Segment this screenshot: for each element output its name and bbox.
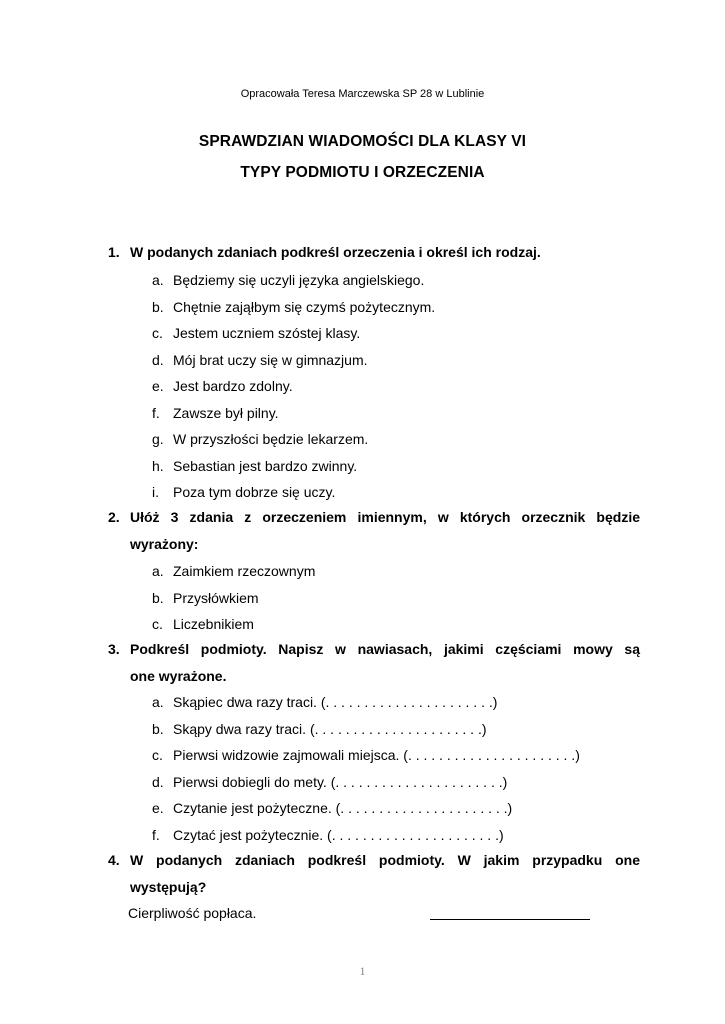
question-1-text: W podanych zdaniach podkreśl orzeczenia i określ ich rodzaj. — [130, 244, 541, 260]
list-item — [152, 742, 642, 769]
question-2-items — [152, 558, 642, 638]
item-text: Sebastian jest bardzo zwinny. — [173, 457, 358, 474]
item-text: Czytanie jest pożyteczne. (. . . . . . . . . . . . . . . . . . . . . .) — [173, 800, 513, 816]
list-item — [152, 795, 642, 822]
list-item — [152, 689, 642, 716]
item-text: Będziemy się uczyli języka angielskiego. — [173, 272, 425, 288]
item-text: Pierwsi widzowie zajmowali miejsca. (. . . . . . . . . . . . . . . . . . . . . .) — [173, 747, 580, 763]
question-2-number: 2. — [108, 509, 120, 525]
item-label: b. — [152, 589, 164, 606]
item-label: b. — [152, 298, 164, 315]
item-text: Liczebnikiem — [173, 616, 254, 632]
item-text: Jest bardzo zdolny. — [173, 378, 293, 394]
page-number: 1 — [359, 964, 366, 978]
item-label: g. — [152, 431, 164, 447]
item-label: f. — [152, 826, 160, 843]
item-text: Przysłówkiem — [173, 589, 259, 606]
list-item — [152, 267, 642, 294]
question-3-text: Podkreśl podmioty. Napisz w nawiasach, jakimi częściami mowy są — [130, 641, 640, 657]
list-item — [152, 453, 642, 480]
item-text: Skąpy dwa razy traci. (. . . . . . . . . . . . . . . . . . . . . .) — [173, 720, 487, 737]
item-label: a. — [152, 272, 164, 288]
page-subtitle: TYPY PODMIOTU I ORZECZENIA — [240, 164, 485, 181]
item-label: e. — [152, 378, 164, 394]
question-2 — [108, 504, 640, 558]
question-1 — [108, 239, 640, 266]
list-item — [152, 479, 642, 506]
question-3-number: 3. — [108, 641, 120, 657]
question-1-number: 1. — [108, 244, 120, 260]
page-title: SPRAWDZIAN WIADOMOŚCI DLA KLASY VI — [198, 133, 527, 150]
list-item — [152, 558, 642, 585]
list-item — [152, 769, 642, 796]
item-label: i. — [152, 484, 159, 500]
question-4-text: W podanych zdaniach podkreśl podmioty. W jakim przypadku one — [130, 852, 640, 868]
author-note: Opracowała Teresa Marczewska SP 28 w Lublinie — [240, 88, 485, 100]
question-3-items — [152, 689, 642, 848]
item-label: d. — [152, 773, 164, 790]
item-label: e. — [152, 800, 164, 816]
item-label: a. — [152, 563, 164, 579]
item-label: d. — [152, 351, 164, 368]
item-text: Poza tym dobrze się uczy. — [173, 484, 336, 500]
item-text: Skąpiec dwa razy traci. (. . . . . . . . . . . . . . . . . . . . . .) — [173, 694, 498, 710]
item-text: Zaimkiem rzeczownym — [173, 563, 316, 579]
list-item — [152, 822, 642, 849]
item-label: c. — [152, 747, 163, 763]
list-item — [152, 347, 642, 374]
list-item — [152, 373, 642, 400]
question-2-text-continued: wyrażony: — [130, 536, 199, 552]
question-4-number: 4. — [108, 852, 120, 868]
item-text: Pierwsi dobiegli do mety. (. . . . . . . . . . . . . . . . . . . . . .) — [173, 773, 508, 790]
item-text: Mój brat uczy się w gimnazjum. — [173, 351, 368, 368]
question-4 — [108, 847, 640, 901]
list-item — [152, 585, 642, 612]
list-item — [152, 611, 642, 638]
item-text: W przyszłości będzie lekarzem. — [173, 431, 369, 447]
item-label: h. — [152, 457, 164, 474]
item-text: Zawsze był pilny. — [173, 404, 279, 421]
item-text: Czytać jest pożytecznie. (. . . . . . . . . . . . . . . . . . . . . .) — [173, 826, 504, 843]
item-label: a. — [152, 694, 164, 710]
list-item — [152, 426, 642, 453]
list-item — [152, 320, 642, 347]
item-label: b. — [152, 720, 164, 737]
list-item — [152, 294, 642, 321]
list-item — [152, 400, 642, 427]
answer-line — [430, 919, 590, 920]
question-3-text-continued: one wyrażone. — [130, 668, 227, 684]
list-item — [152, 716, 642, 743]
item-label: c. — [152, 325, 163, 341]
question-1-items — [152, 267, 642, 506]
item-text: Jestem uczniem szóstej klasy. — [173, 325, 361, 341]
question-3 — [108, 636, 640, 690]
item-label: f. — [152, 404, 160, 421]
question-2-text: Ułóż 3 zdania z orzeczeniem imiennym, w których orzecznik będzie — [130, 509, 640, 525]
question-4-sentence: Cierpliwość popłaca. — [128, 905, 257, 921]
question-4-text-continued: występują? — [130, 879, 207, 895]
item-label: c. — [152, 616, 163, 632]
item-text: Chętnie zająłbym się czymś pożytecznym. — [173, 298, 436, 315]
